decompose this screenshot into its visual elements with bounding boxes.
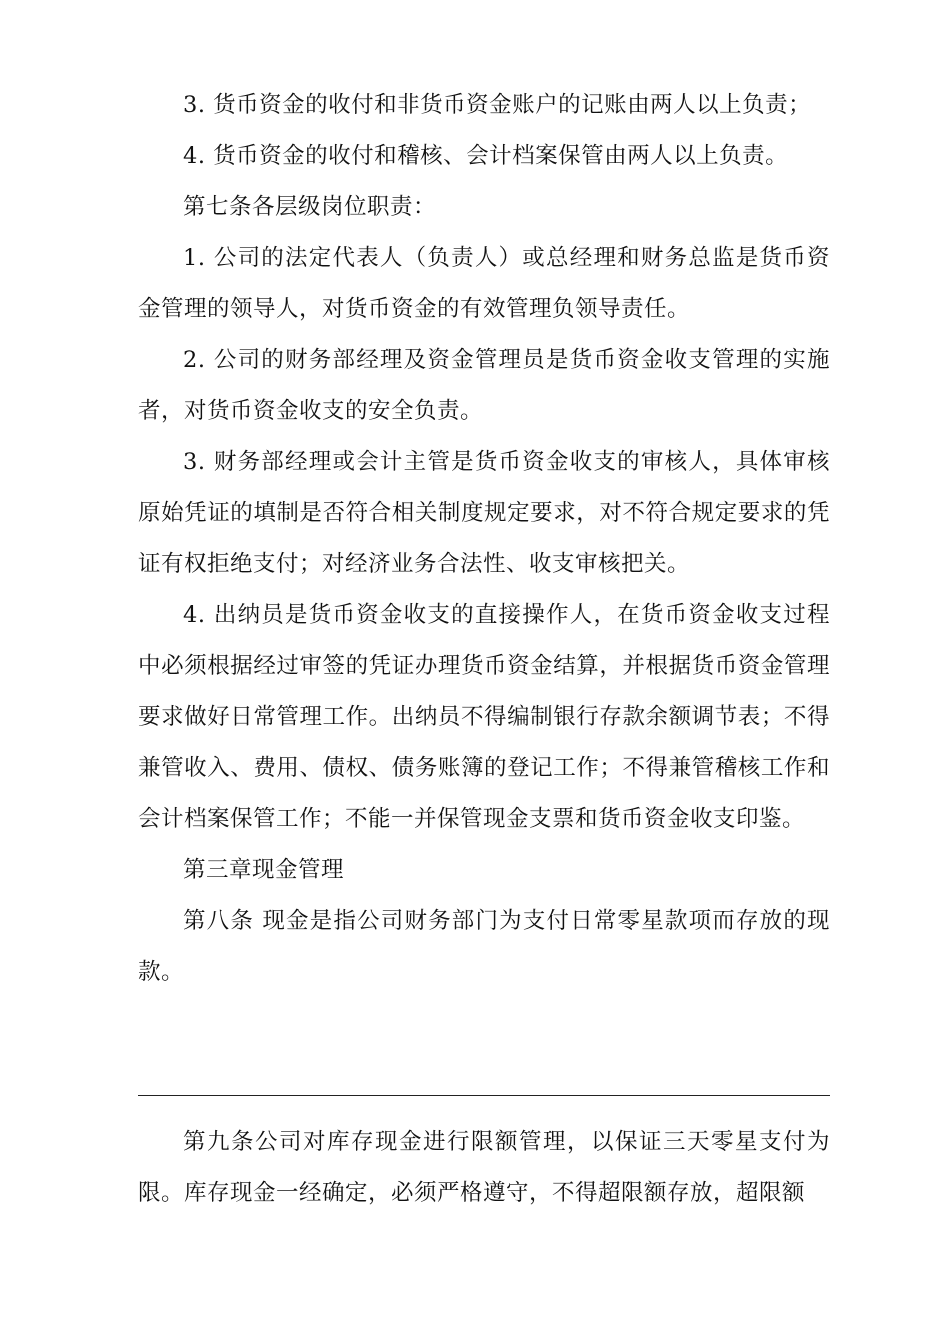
paragraph: 4. 出纳员是货币资金收支的直接操作人，在货币资金收支过程中必须根据经过审签的凭证办理货币资金结算，并根据货币资金管理要求做好日常管理工作。出纳员不得编制银行存款余额调节表；不得兼管收入、费用、债权、债务账簿的登记工作；不得兼管稽核工作和会计档案保管工作；不能一并保管现金支票和货币资金收支印鉴。 <box>138 602 830 832</box>
document-page-lower <box>138 1117 830 1219</box>
document-page-upper <box>138 80 830 998</box>
paragraph: 2. 公司的财务部经理及资金管理员是货币资金收支管理的实施者，对货币资金收支的安全负责。 <box>138 347 830 424</box>
paragraph: 4. 货币资金的收付和稽核、会计档案保管由两人以上负责。 <box>183 143 789 169</box>
article-heading: 第七条各层级岗位职责： <box>183 194 437 220</box>
paragraph: 第九条公司对库存现金进行限额管理，以保证三天零星支付为限。库存现金一经确定，必须严格遵守，不得超限额存放，超限额 <box>138 1129 830 1206</box>
chapter-heading: 第三章现金管理 <box>183 857 345 883</box>
paragraph: 3. 货币资金的收付和非货币资金账户的记账由两人以上负责； <box>183 92 812 118</box>
paragraph: 3. 财务部经理或会计主管是货币资金收支的审核人，具体审核原始凭证的填制是否符合相关制度规定要求，对不符合规定要求的凭证有权拒绝支付；对经济业务合法性、收支审核把关。 <box>138 449 830 577</box>
paragraph: 1. 公司的法定代表人（负责人）或总经理和财务总监是货币资金管理的领导人，对货币资金的有效管理负领导责任。 <box>138 245 830 322</box>
page-divider <box>138 1095 830 1096</box>
paragraph: 第八条 现金是指公司财务部门为支付日常零星款项而存放的现款。 <box>138 908 830 985</box>
